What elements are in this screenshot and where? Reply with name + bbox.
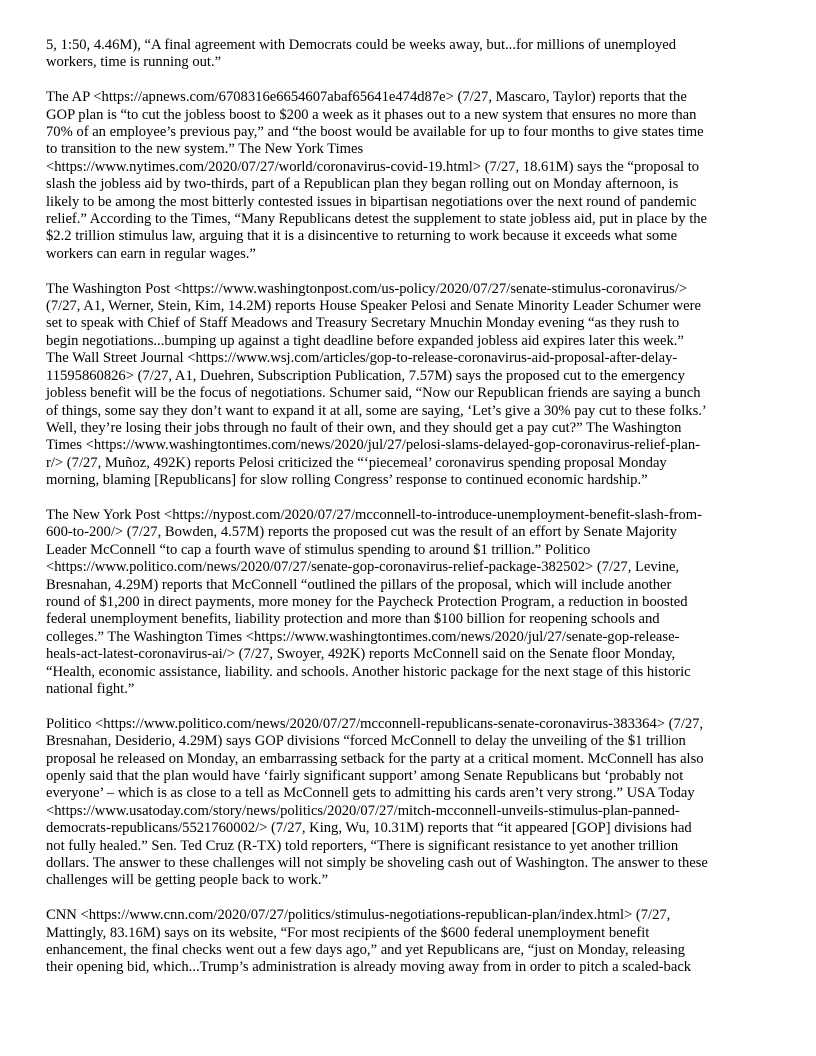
paragraph-cnn: CNN <https://www.cnn.com/2020/07/27/politics/stimulus-negotiations-republican-plan/index.html> (7/27, Mattingly, 83.16M) says on its website, “For most recipients of the $600 federal unemployment benefit enhancement, the final checks went out a few days ago,” and yet Republicans are, “just on Monday, releasing their opening bid, which...Trump’s administration is already moving away from in order to pitch a scaled-back (46, 907, 692, 976)
paragraph-nypost-politico: The New York Post <https://nypost.com/2020/07/27/mcconnell-to-introduce-unemployment-benefit-slash-from- 600-to-200/> (7/27, Bowden, 4.57M) reports the proposed cut was the result of an effort by Senate Majority Leader McConnell “to cap a fourth wave of stimulus spending to around $1 trillion.” Politico <https://www.politico.com/news/2020/07/27/senate-gop-coronavirus-relief-package-382502> (7/27, Levine, Bresnahan, 4.29M) reports that McConnell “outlined the pillars of the proposal, which will include another round of $1,200 in direct payments, more money for the Paycheck Protection Program, a reduction in boosted federal unemployment benefits, liability protection and more than $100 billion for reopening schools and colleges.” The Washington Times <https://www.washingtontimes.com/news/2020/jul/27/senate-gop-release- heals-act-latest-coronavirus-ai/> (7/27, Swoyer, 492K) reports McConnell said on the Senate floor Monday, “Health, economic assistance, liability. and schools. Another historic package for the next stage of this historic national fight.” (46, 506, 702, 697)
paragraph-ap-nytimes: The AP <https://apnews.com/6708316e6654607abaf65641e474d87e> (7/27, Mascaro, Taylor) reports that the GOP plan is “to cut the jobless boost to $200 a week as it phases out to a new system that ensures no more than 70% of an employee’s previous pay,” and “the boost would be available for up to four months to give states time to transition to the new system.” The New York Times <https://www.nytimes.com/2020/07/27/world/coronavirus-covid-19.html> (7/27, 18.61M) says the “proposal to slash the jobless aid by two-thirds, part of a Republican plan they began rolling out on Monday afternoon, is likely to be among the most bitterly contested issues in bipartisan negotiations over the next round of pandemic relief.” According to the Times, “Many Republicans detest the supplement to state jobless aid, put in place by the $2.2 trillion stimulus law, arguing that it is a disincentive to returning to work because it exceeds what some workers can earn in regular wages.” (46, 89, 708, 262)
document-page (46, 37, 774, 994)
paragraph-politico-usatoday: Politico <https://www.politico.com/news/2020/07/27/mcconnell-republicans-senate-coronavirus-383364> (7/27, Bresnahan, Desiderio, 4.29M) says GOP divisions “forced McConnell to delay the unveiling of the $1 trillion proposal he released on Monday, an embarrassing setback for the party at a critical moment. McConnell has also openly said that the plan would have ‘fairly significant support’ among Senate Republicans but ‘probably not everyone’ – which is as close to a tell as McConnell gets to admitting his cards aren’t very strong.” USA Today <https://www.usatoday.com/story/news/politics/2020/07/27/mitch-mcconnell-unveils-stimulus-plan-panned- democrats-republicans/5521760002/> (7/27, King, Wu, 10.31M) reports that “it appeared [GOP] divisions had not fully healed.” Sen. Ted Cruz (R-TX) told reporters, “There is significant resistance to yet another trillion dollars. The answer to these challenges will not simply be shoveling cash out of Washington. The answer to these challenges will be getting people back to work.” (46, 715, 708, 889)
paragraph-unemployed-workers: 5, 1:50, 4.46M), “A final agreement with Democrats could be weeks away, but...for millions of unemployed workers, time is running out.” (46, 37, 677, 71)
paragraph-washpost-wsj: The Washington Post <https://www.washingtonpost.com/us-policy/2020/07/27/senate-stimulus-coronavirus/> (7/27, A1, Werner, Stein, Kim, 14.2M) reports House Speaker Pelosi and Senate Minority Leader Schumer were set to speak with Chief of Staff Meadows and Treasury Secretary Mnuchin Monday evening “as they rush to begin negotiations...bumping up against a tight deadline before expanded jobless aid expires later this week.” The Wall Street Journal <https://www.wsj.com/articles/gop-to-release-coronavirus-aid-proposal-after-delay- 11595860826> (7/27, A1, Duehren, Subscription Publication, 7.57M) says the proposed cut to the emergency jobless benefit will be the focus of negotiations. Schumer said, “Now our Republican friends are saying a bunch of things, some say they don’t want to expand it at all, some are saying, ‘Let’s give a 30% pay cut to these folks.’ Well, they’re losing their jobs through no fault of their own, and they should get a pay cut?” The Washington Times <https://www.washingtontimes.com/news/2020/jul/27/pelosi-slams-delayed-gop-coronavirus-relief-plan- r/> (7/27, Muñoz, 492K) reports Pelosi criticized the “‘piecemeal’ coronavirus spending proposal Monday morning, blaming [Republicans] for slow rolling Congress’ response to continued economic hardship.” (46, 280, 707, 489)
